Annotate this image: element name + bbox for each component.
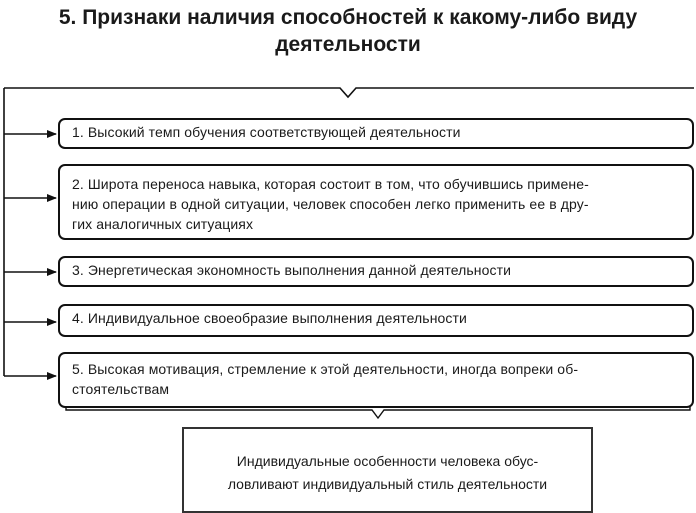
item-2-line-3: гих аналогичных ситуациях xyxy=(72,216,254,232)
item-3-box xyxy=(58,256,694,287)
footer-line-2: ловливают индивидуальный стиль деятельности xyxy=(227,476,548,492)
item-5-line-1: 5. Высокая мотивация, стремление к этой деятельности, иногда вопреки об- xyxy=(72,361,579,377)
item-4-box xyxy=(58,304,694,337)
top-brace xyxy=(4,88,694,97)
item-3-line-1: 3. Энергетическая экономность выполнения данной деятельности xyxy=(72,262,512,278)
item-1-box xyxy=(58,118,694,149)
item-5-line-2: стоятельствам xyxy=(72,381,170,397)
footer-line-1: Индивидуальные особенности человека обус- xyxy=(236,453,539,469)
item-4-line-1: 4. Индивидуальное своеобразие выполнения деятельности xyxy=(72,310,467,326)
footer-conclusion-box xyxy=(182,427,593,513)
item-2-line-1: 2. Широта переноса навыка, которая состоит в том, что обучившись примене- xyxy=(72,176,589,192)
title-line-1: 5. Признаки наличия способностей к какому-либо виду xyxy=(58,6,638,29)
item-5-box xyxy=(58,352,694,408)
item-2-line-2: нию операции в одной ситуации, человек способен легко применить ее в дру- xyxy=(72,196,589,212)
item-1-line-1: 1. Высокий темп обучения соответствующей деятельности xyxy=(72,124,461,140)
title-line-2: деятельности xyxy=(275,33,421,56)
item-2-box xyxy=(58,164,694,240)
